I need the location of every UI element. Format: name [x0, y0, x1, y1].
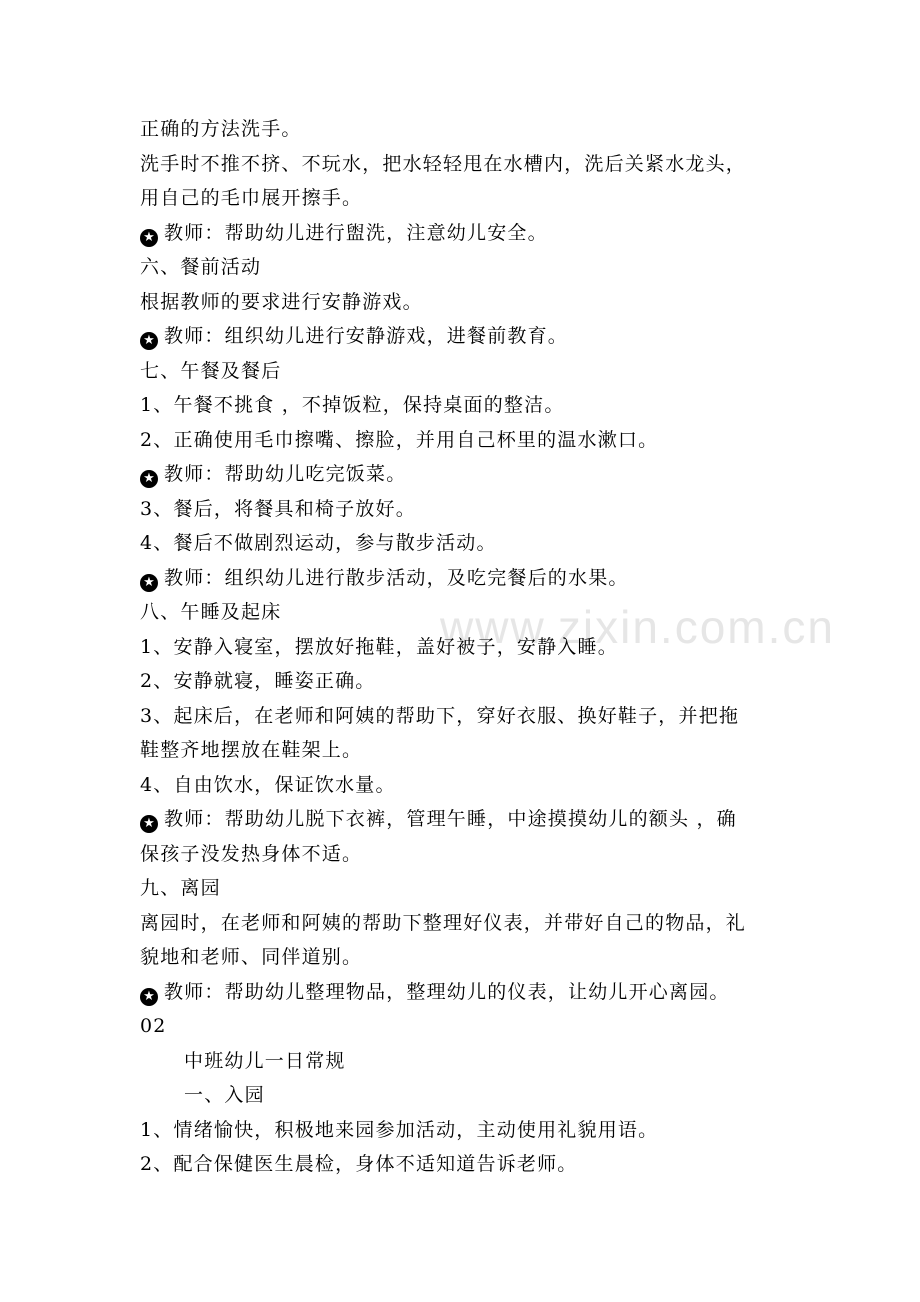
star-bullet-icon: ★	[140, 815, 158, 833]
section-number: 02	[140, 1015, 167, 1037]
text-line: 2、正确使用毛巾擦嘴、擦脸，并用自己杯里的温水漱口。	[140, 428, 659, 451]
text-line: 保孩子没发热身体不适。	[140, 842, 363, 865]
section-heading: 九、离园	[140, 877, 221, 899]
text-line: 3、餐后，将餐具和椅子放好。	[140, 497, 416, 520]
watermark: www.zixin.com.cn	[440, 601, 835, 653]
text-line: 3、起床后，在老师和阿姨的帮助下，穿好衣服、换好鞋子，并把拖	[140, 704, 740, 727]
star-bullet-icon: ★	[140, 988, 158, 1006]
section-heading: 七、午餐及餐后	[140, 359, 282, 382]
teacher-note-text: 教师：帮助幼儿整理物品，整理幼儿的仪表，让幼儿开心离园。	[164, 980, 730, 1003]
teacher-note-text: 教师：帮助幼儿吃完饭菜。	[164, 463, 407, 485]
section-heading: 八、午睡及起床	[140, 601, 282, 623]
star-bullet-icon: ★	[140, 229, 158, 247]
text-line: 2、配合保健医生晨检，身体不适知道告诉老师。	[140, 1153, 578, 1175]
text-line: 1、午餐不挑食 ，不掉饭粒，保持桌面的整洁。	[140, 394, 565, 416]
subtitle: 中班幼儿一日常规	[184, 1049, 346, 1072]
text-line: 洗手时不推不挤、不玩水，把水轻轻甩在水槽内，洗后关紧水龙头，	[140, 152, 747, 175]
document-body	[140, 112, 800, 1182]
teacher-note	[140, 802, 800, 837]
teacher-note	[140, 457, 800, 492]
text-line: 4、餐后不做剧烈运动，参与散步活动。	[140, 532, 497, 554]
text-line: 4、自由饮水，保证饮水量。	[140, 773, 396, 796]
star-bullet-icon: ★	[140, 332, 158, 350]
text-line: 鞋整齐地摆放在鞋架上。	[140, 739, 363, 761]
teacher-note-text: 教师：组织幼儿进行安静游戏，进餐前教育。	[164, 325, 569, 347]
text-line: 貌地和老师、同伴道别。	[140, 946, 363, 968]
text-line: 根据教师的要求进行安静游戏。	[140, 290, 423, 313]
text-line: 正确的方法洗手。	[140, 118, 302, 140]
teacher-note	[140, 216, 800, 251]
text-line: 离园时，在老师和阿姨的帮助下整理好仪表，并带好自己的物品，礼	[140, 911, 747, 934]
text-line: 2、安静就寝，睡姿正确。	[140, 670, 376, 692]
teacher-note	[140, 319, 800, 354]
teacher-note-text: 教师：组织幼儿进行散步活动，及吃完餐后的水果。	[164, 566, 629, 589]
teacher-note-text: 教师：帮助幼儿进行盥洗，注意幼儿安全。	[164, 221, 548, 244]
text-line: 1、情绪愉快，积极地来园参加活动，主动使用礼貌用语。	[140, 1118, 659, 1141]
text-line: 用自己的毛巾展开擦手。	[140, 187, 363, 209]
section-heading: 一、入园	[184, 1084, 265, 1106]
star-bullet-icon: ★	[140, 470, 158, 488]
text-line: 1、安静入寝室，摆放好拖鞋，盖好被子，安静入睡。	[140, 635, 618, 658]
teacher-note	[140, 561, 800, 596]
teacher-note-text: 教师：帮助幼儿脱下衣裤，管理午睡，中途摸摸幼儿的额头 ，确	[164, 808, 737, 830]
star-bullet-icon: ★	[140, 574, 158, 592]
section-heading: 六、餐前活动	[140, 256, 262, 278]
teacher-note	[140, 975, 800, 1010]
